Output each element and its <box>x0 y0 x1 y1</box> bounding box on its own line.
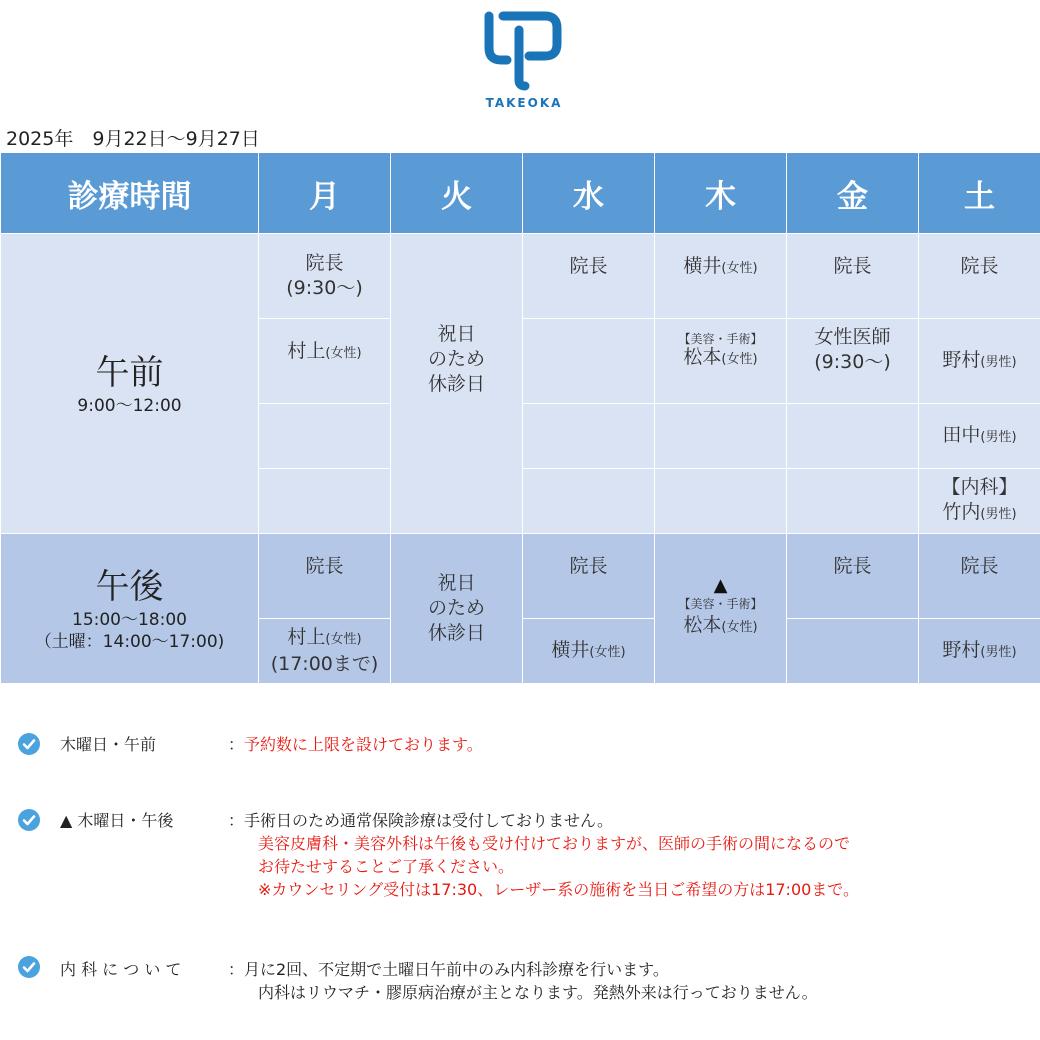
note-colon: ： <box>228 960 245 979</box>
gender-tag: (男性) <box>980 429 1017 445</box>
holiday-line-1: 祝日 <box>437 323 476 345</box>
note-line: 月に2回、不定期で土曜日午前中のみ内科診療を行います。 <box>244 960 669 979</box>
note-label: 内 科 に つ い て <box>60 960 182 979</box>
holiday-line-2: のため <box>427 348 485 370</box>
doctor-name: 院長 <box>960 555 999 577</box>
gender-tag: (女性) <box>325 346 362 361</box>
am-wed-1 <box>523 234 655 319</box>
gender-tag: (女性) <box>721 620 758 635</box>
doctor-name: 院長 <box>305 555 344 577</box>
gender-tag: (男性) <box>980 354 1017 370</box>
holiday-line-2: のため <box>427 597 485 619</box>
pm-tue-closed <box>391 534 523 684</box>
doctor-line <box>259 625 390 652</box>
am-thu-3 <box>655 404 787 469</box>
note-line: ※カウンセリング受付は17:30、レーザー系の施術を当日ご希望の方は17:00まで。 <box>258 880 859 899</box>
am-thu-4 <box>655 469 787 534</box>
am-wed-4 <box>523 469 655 534</box>
am-sat-1 <box>919 234 1040 319</box>
end-time-note: (17:00まで) <box>270 653 379 675</box>
note-line: お待たせすることご了承ください。 <box>258 857 515 876</box>
doctor-name: 女性医師 <box>814 326 891 348</box>
am-period-cell <box>1 234 259 534</box>
triangle-mark: ▲ <box>713 575 728 596</box>
pm-time: 15:00～18:00 <box>72 609 187 630</box>
doctor-name: 院長 <box>833 555 872 577</box>
holiday-line-3: 休診日 <box>427 373 485 395</box>
check-circle-icon <box>18 956 40 978</box>
gender-tag: (女性) <box>325 632 362 647</box>
note-line: 内科はリウマチ・膠原病治療が主となります。発熱外来は行っておりません。 <box>258 983 818 1002</box>
note-line: 予約数に上限を設けております。 <box>244 735 483 754</box>
doctor-name: 村上 <box>287 340 326 362</box>
am-fri-3 <box>787 404 919 469</box>
am-fri-1 <box>787 234 919 319</box>
header-mon: 月 <box>259 153 391 234</box>
am-fri-2 <box>787 319 919 404</box>
check-circle-icon <box>18 809 40 831</box>
date-range: 2025年 9月22日～9月27日 <box>6 128 260 150</box>
pm-row-1 <box>1 534 1040 619</box>
doctor-name: 村上 <box>287 626 326 648</box>
header-row <box>1 153 1040 234</box>
department-tag: 【美容・手術】 <box>678 597 763 611</box>
doctor-name: 院長 <box>569 255 608 277</box>
doctor-name: 野村 <box>942 638 981 661</box>
am-thu-1 <box>655 234 787 319</box>
gender-tag: (男性) <box>980 507 1017 522</box>
doctor-name: 田中 <box>942 423 981 446</box>
note-label: 木曜日・午前 <box>60 735 157 754</box>
doctor-line <box>919 500 1040 527</box>
pm-mon-2 <box>259 619 391 684</box>
doctor-line <box>655 613 786 640</box>
note-colon: ： <box>228 811 245 830</box>
doctor-name: 院長 <box>305 252 344 274</box>
am-time: 9:00～12:00 <box>77 395 182 416</box>
doctor-name: 横井 <box>683 255 722 277</box>
doctor-name: 野村 <box>942 348 981 371</box>
gender-tag: (女性) <box>589 644 626 660</box>
pm-mon-1 <box>259 534 391 619</box>
am-fri-4 <box>787 469 919 534</box>
doctor-name: 松本 <box>683 346 722 368</box>
check-circle-icon <box>18 733 40 755</box>
doctor-name: 松本 <box>683 614 722 636</box>
doctor-name: 院長 <box>569 555 608 577</box>
brand-name: TAKEOKA <box>485 96 563 110</box>
doctor-name: 竹内 <box>942 501 981 523</box>
am-mon-2 <box>259 319 391 404</box>
header-tue: 火 <box>391 153 523 234</box>
header-fri: 金 <box>787 153 919 234</box>
am-sat-2 <box>919 319 1040 404</box>
doctor-name: 院長 <box>833 255 872 277</box>
am-thu-2 <box>655 319 787 404</box>
pm-sat-1 <box>919 534 1040 619</box>
am-row-1 <box>1 234 1040 319</box>
header-hours: 診療時間 <box>1 153 259 234</box>
pm-sat-2 <box>919 619 1040 684</box>
start-time-note: (9:30～) <box>814 351 891 373</box>
note-body <box>244 958 818 1004</box>
holiday-line-1: 祝日 <box>437 572 476 594</box>
header-wed: 水 <box>523 153 655 234</box>
header-sat: 土 <box>919 153 1040 234</box>
am-label: 午前 <box>95 352 164 393</box>
pm-label: 午後 <box>95 566 164 607</box>
am-sat-4 <box>919 469 1040 534</box>
am-wed-3 <box>523 404 655 469</box>
am-mon-1 <box>259 234 391 319</box>
start-time-note: (9:30～) <box>286 277 363 299</box>
am-wed-2 <box>523 319 655 404</box>
pm-wed-2 <box>523 619 655 684</box>
doctor-name: 院長 <box>960 255 999 277</box>
pm-fri-1 <box>787 534 919 619</box>
note-colon: ： <box>228 735 245 754</box>
schedule-table <box>0 152 1040 684</box>
department-tag: 【美容・手術】 <box>678 332 763 346</box>
gender-tag: (女性) <box>721 352 758 367</box>
note-line: 手術日のため通常保険診療は受付しておりません。 <box>244 811 613 830</box>
pm-time-saturday: （土曜：14:00～17:00) <box>34 631 225 652</box>
holiday-line-3: 休診日 <box>427 622 485 644</box>
note-label: ▲ 木曜日・午後 <box>60 811 174 830</box>
note-body <box>244 733 483 756</box>
doctor-line <box>655 347 786 370</box>
department-tag: 【内科】 <box>941 476 1018 498</box>
doctor-name: 横井 <box>551 638 590 661</box>
gender-tag: (女性) <box>721 261 758 276</box>
pm-period-cell <box>1 534 259 684</box>
pm-thu-cell <box>655 534 787 684</box>
pm-wed-1 <box>523 534 655 619</box>
header-thu: 木 <box>655 153 787 234</box>
am-mon-3 <box>259 404 391 469</box>
gender-tag: (男性) <box>980 644 1017 660</box>
pm-fri-2 <box>787 619 919 684</box>
am-sat-3 <box>919 404 1040 469</box>
note-line: 美容皮膚科・美容外科は午後も受け付けておりますが、医師の手術の間になるので <box>258 834 851 853</box>
am-tue-closed <box>391 234 523 534</box>
am-mon-4 <box>259 469 391 534</box>
note-body <box>244 809 859 901</box>
